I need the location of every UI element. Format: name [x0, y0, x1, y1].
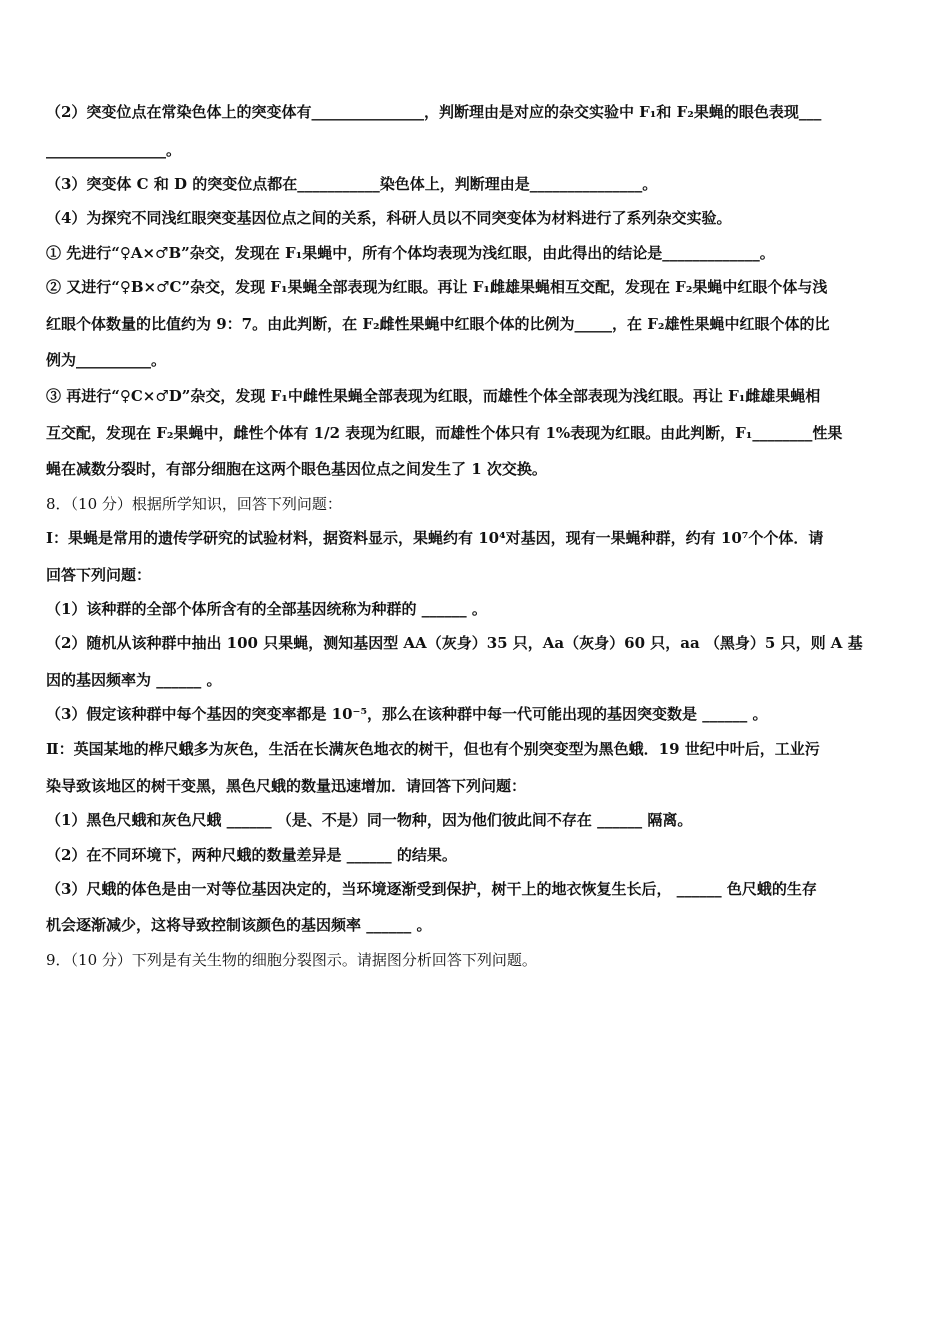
- q8-section2-intro-1: Ⅱ：英国某地的桦尺蛾多为灰色，生活在长满灰色地衣的树干，但也有个别突变型为黑色蛾．19 世纪中叶后，工业污: [46, 740, 820, 758]
- q8-ii-3-line-1: （3）尺蛾的体色是由一对等位基因决定的，当环境逐渐受到保护，树干上的地衣恢复生长后， ______ 色尺蛾的生存: [46, 880, 817, 898]
- q4-part3-line-1: ③ 再进行“♀C×♂D”杂交，发现 F₁中雌性果蝇全部表现为红眼，而雄性个体全部表现为浅红眼。再让 F₁雌雄果蝇相: [46, 387, 821, 405]
- q4-part3-line-2: 互交配，发现在 F₂果蝇中，雌性个体有 1/2 表现为红眼，而雄性个体只有 1%表现为红眼。由此判断，F₁________性果: [46, 424, 843, 442]
- q4-part2-line-1: ② 又进行“♀B×♂C”杂交，发现 F₁果蝇全部表现为红眼。再让 F₁雌雄果蝇相互交配，发现在 F₂果蝇中红眼个体与浅: [46, 278, 828, 296]
- q8-3-line: （3）假定该种群中每个基因的突变率都是 10⁻⁵，那么在该种群中每一代可能出现的基因突变数是 ______ 。: [46, 705, 768, 723]
- q9-heading: 9．（10 分）下列是有关生物的细胞分裂图示。请据图分析回答下列问题。: [46, 951, 537, 969]
- q4-line: （4）为探究不同浅红眼突变基因位点之间的关系，科研人员以不同突变体为材料进行了系列杂交实验。: [46, 209, 732, 227]
- q4-part2-line-2: 红眼个体数量的比值约为 9：7。由此判断，在 F₂雌性果蝇中红眼个体的比例为_____，在 F₂雄性果蝇中红眼个体的比: [46, 315, 830, 333]
- q2-line-1: （2）突变位点在常染色体上的突变体有_______________，判断理由是对应的杂交实验中 F₁和 F₂果蝇的眼色表现___: [46, 103, 822, 121]
- q8-heading: 8．（10 分）根据所学知识，回答下列问题：: [46, 495, 342, 513]
- q8-section1-intro-2: 回答下列问题：: [46, 566, 152, 584]
- q8-section1-intro-1: Ⅰ：果蝇是常用的遗传学研究的试验材料，据资料显示，果蝇约有 10⁴对基因，现有一果蝇种群，约有 10⁷个个体．请: [46, 529, 824, 547]
- q3-line: （3）突变体 C 和 D 的突变位点都在___________染色体上，判断理由是_______________。: [46, 175, 658, 193]
- q8-2-line-2: 因的基因频率为 ______ 。: [46, 671, 222, 689]
- q8-2-line-1: （2）随机从该种群中抽出 100 只果蝇，测知基因型 AA（灰身）35 只，Aa（灰身）60 只，aa （黑身）5 只，则 A 基: [46, 634, 863, 652]
- q8-ii-3-line-2: 机会逐渐减少，这将导致控制该颜色的基因频率 ______ 。: [46, 916, 432, 934]
- q2-line-2: ________________。: [46, 141, 182, 159]
- q4-part1-line: ① 先进行“♀A×♂B”杂交，发现在 F₁果蝇中，所有个体均表现为浅红眼，由此得出的结论是_____________。: [46, 244, 775, 262]
- q8-section2-intro-2: 染导致该地区的树干变黑，黑色尺蛾的数量迅速增加．请回答下列问题：: [46, 777, 527, 795]
- q8-1-line: （1）该种群的全部个体所含有的全部基因统称为种群的 ______ 。: [46, 600, 487, 618]
- q4-part2-line-3: 例为__________。: [46, 351, 167, 369]
- q8-ii-1-line: （1）黑色尺蛾和灰色尺蛾 ______ （是、不是）同一物种，因为他们彼此间不存在 ______ 隔离。: [46, 811, 693, 829]
- q4-part3-line-3: 蝇在减数分裂时，有部分细胞在这两个眼色基因位点之间发生了 1 次交换。: [46, 460, 547, 478]
- q8-ii-2-line: （2）在不同环境下，两种尺蛾的数量差异是 ______ 的结果。: [46, 846, 457, 864]
